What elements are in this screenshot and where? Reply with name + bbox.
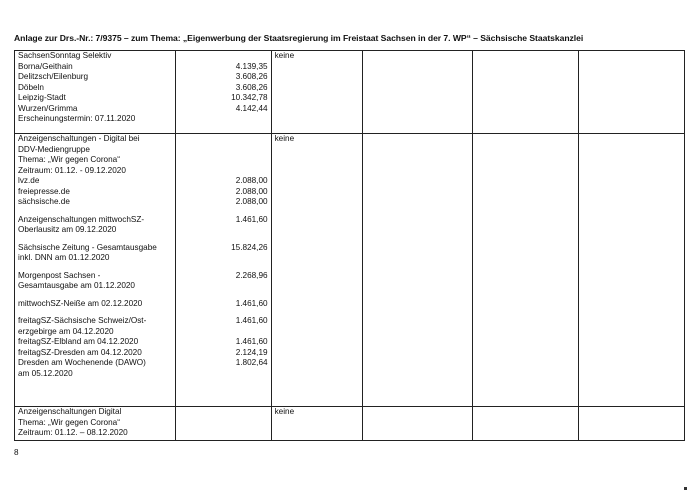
description-cell [15, 407, 176, 441]
item-name: Wurzen/Grimma [18, 103, 78, 113]
empty-cell [579, 407, 685, 441]
item-amount: 1.461,60 [235, 214, 268, 224]
table-row [15, 134, 685, 407]
row-theme: Thema: „Wir gegen Corona“ [18, 155, 120, 164]
item-amount: 1.461,60 [235, 298, 268, 308]
item-name: Döbeln [18, 82, 44, 92]
status-text: keine [274, 51, 295, 60]
status-cell [271, 51, 362, 134]
page-header: Anlage zur Drs.-Nr.: 7/9375 – zum Thema: „Eigenwerbung der Staatsregierung im Freistaat Sachsen in der 7. WP“ – Sächsische Staatskanzlei [14, 33, 584, 43]
item-amount: 4.139,35 [235, 61, 268, 71]
expenditure-table [14, 50, 685, 441]
amount-cell [176, 407, 272, 441]
item-amount: 2.088,00 [235, 197, 268, 206]
row-period: Zeitraum: 01.12. – 08.12.2020 [18, 428, 128, 437]
empty-cell [362, 51, 472, 134]
publication-date: Erscheinungstermin: 07.11.2020 [18, 114, 136, 123]
item-name: Sächsische Zeitung - Gesamtausgabe [18, 242, 157, 252]
row-period: Zeitraum: 01.12. - 09.12.2020 [18, 165, 126, 175]
row-title-line: DDV-Mediengruppe [18, 144, 90, 154]
status-text: keine [274, 407, 295, 416]
item-amount: 3.608,26 [235, 72, 268, 81]
empty-cell [473, 407, 579, 441]
item-name: Gesamtausgabe am 01.12.2020 [18, 281, 135, 290]
item-name: Anzeigenschaltungen mittwochSZ- [18, 214, 145, 224]
page-number: 8 [14, 448, 19, 457]
item-name: freitagSZ-Elbland am 04.12.2020 [18, 337, 139, 346]
item-amount: 2.124,19 [235, 347, 268, 357]
status-cell [271, 407, 362, 441]
empty-cell [473, 51, 579, 134]
row-theme: Thema: „Wir gegen Corona“ [18, 417, 120, 427]
item-name: am 05.12.2020 [18, 368, 73, 378]
item-name: freitagSZ-Sächsische Schweiz/Ost- [18, 316, 147, 325]
item-name: inkl. DNN am 01.12.2020 [18, 253, 110, 262]
empty-cell [473, 134, 579, 407]
table-row [15, 51, 685, 134]
item-amount: 4.142,44 [235, 103, 268, 113]
description-cell [15, 51, 176, 134]
item-amount: 1.802,64 [235, 358, 268, 367]
row-title: SachsenSonntag Selektiv [18, 51, 112, 60]
item-name: Oberlausitz am 09.12.2020 [18, 225, 117, 234]
item-name: Delitzsch/Eilenburg [18, 72, 89, 81]
item-name: Morgenpost Sachsen - [18, 270, 101, 280]
item-amount: 15.824,26 [231, 242, 268, 252]
table-row [15, 407, 685, 441]
item-amount: 1.461,60 [235, 337, 268, 346]
amount-cell [176, 51, 272, 134]
amount-cell [176, 134, 272, 407]
item-amount: 2.088,00 [235, 176, 268, 185]
empty-cell [362, 134, 472, 407]
item-amount: 1.461,60 [235, 316, 268, 325]
item-name: erzgebirge am 04.12.2020 [18, 326, 114, 336]
item-amount: 2.268,96 [235, 270, 268, 280]
status-cell [271, 134, 362, 407]
item-name: freiepresse.de [18, 186, 70, 196]
item-name: Leipzig-Stadt [18, 93, 66, 102]
item-amount: 2.088,00 [235, 186, 268, 196]
row-title-line: Anzeigenschaltungen - Digital bei [18, 134, 140, 143]
item-amount: 3.608,26 [235, 82, 268, 92]
item-name: sächsische.de [18, 197, 70, 206]
item-name: Dresden am Wochenende (DAWO) [18, 358, 146, 367]
empty-cell [579, 134, 685, 407]
item-name: lvz.de [18, 176, 40, 185]
scan-artifact [684, 487, 687, 490]
row-title: Anzeigenschaltungen Digital [18, 407, 122, 416]
item-name: mittwochSZ-Neiße am 02.12.2020 [18, 298, 143, 308]
item-amount: 10.342,78 [231, 93, 268, 102]
item-name: freitagSZ-Dresden am 04.12.2020 [18, 347, 142, 357]
empty-cell [579, 51, 685, 134]
empty-cell [362, 407, 472, 441]
description-cell [15, 134, 176, 407]
status-text: keine [274, 134, 295, 143]
item-name: Borna/Geithain [18, 61, 73, 71]
